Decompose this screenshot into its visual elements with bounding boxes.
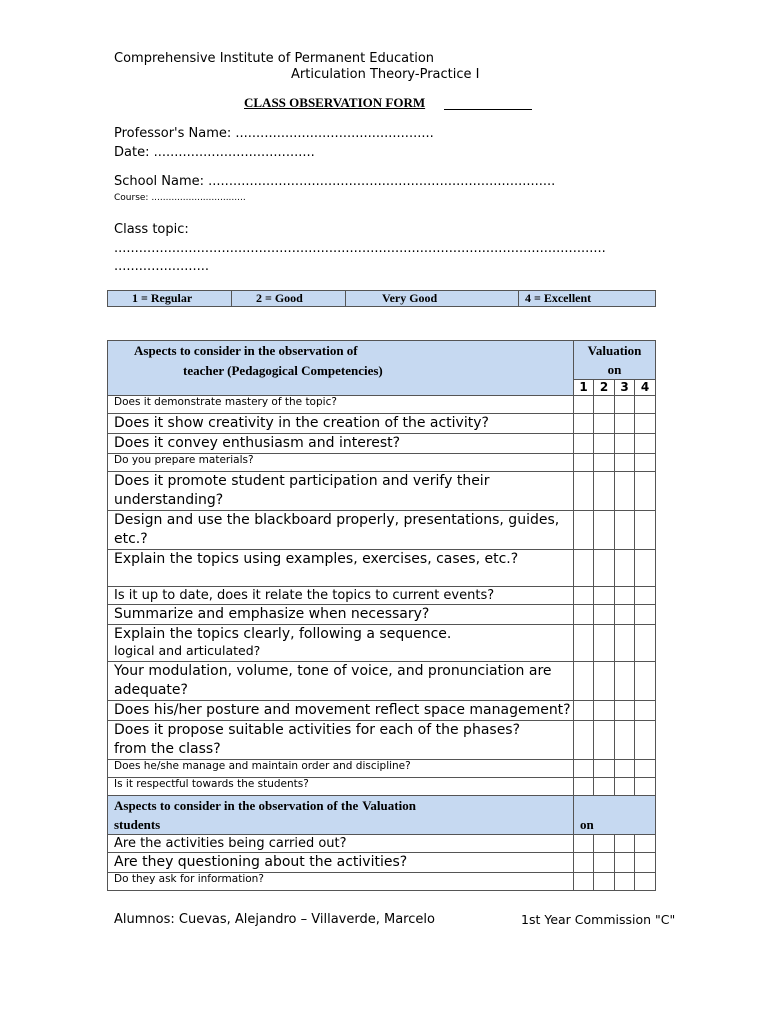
teacher-item-10-rating-4-cell[interactable]: [635, 625, 656, 662]
teacher-item-8-rating-1-cell[interactable]: [574, 587, 594, 605]
date-field[interactable]: Date: .......................................: [114, 145, 315, 160]
teacher-item-5-rating-3-cell[interactable]: [615, 472, 635, 511]
teacher-item-7-rating-1-cell[interactable]: [574, 550, 594, 587]
student-header-row: [108, 796, 656, 835]
student-item-3-rating-3-cell[interactable]: [615, 873, 635, 891]
teacher-item-12-rating-3-cell[interactable]: [615, 701, 635, 721]
teacher-item-15-rating-4-cell[interactable]: [635, 778, 656, 796]
valuation-line-2: on: [607, 362, 622, 377]
teacher-item-14-question: [108, 760, 574, 778]
teacher-item-9-rating-2-cell[interactable]: [594, 605, 615, 625]
student-header-text: Aspects to consider in the observation of the: [114, 798, 359, 813]
teacher-item-2-question: [108, 414, 574, 434]
professor-name-field[interactable]: Professor's Name: ................................................: [114, 126, 434, 141]
teacher-item-3-question: [108, 434, 574, 454]
teacher-item-13-row: [108, 721, 656, 760]
student-item-2-question-text: Are they questioning about the activities?: [114, 854, 408, 870]
student-valuation-text: Valuation: [362, 798, 416, 813]
student-item-3-rating-1-cell[interactable]: [574, 873, 594, 891]
teacher-item-14-rating-3-cell[interactable]: [615, 760, 635, 778]
teacher-item-3-rating-2-cell[interactable]: [594, 434, 615, 454]
teacher-item-7-row: [108, 550, 656, 587]
school-name-field[interactable]: School Name: ....................................................................................: [114, 174, 556, 189]
teacher-item-4-question-text: Do you prepare materials?: [114, 454, 254, 466]
rating-number-3: 3: [615, 380, 635, 396]
teacher-item-1-rating-1-cell[interactable]: [574, 396, 594, 414]
teacher-item-12-question-text: Does his/her posture and movement reflect space management?: [114, 702, 571, 718]
teacher-item-6-row: [108, 511, 656, 550]
teacher-item-6-rating-3-cell[interactable]: [615, 511, 635, 550]
teacher-item-3-question-text: Does it convey enthusiasm and interest?: [114, 435, 401, 451]
teacher-item-2-rating-2-cell[interactable]: [594, 414, 615, 434]
institute-name: Comprehensive Institute of Permanent Education: [114, 51, 435, 66]
student-aspects-header: [108, 796, 574, 835]
rating-number-4: 4: [635, 380, 656, 396]
student-item-1-question-text: Are the activities being carried out?: [114, 836, 347, 851]
teacher-item-10-question-line-1: Explain the topics clearly, following a sequence.: [114, 626, 452, 642]
teacher-item-4-row: [108, 454, 656, 472]
teacher-item-14-row: [108, 760, 656, 778]
teacher-item-8-row: [108, 587, 656, 605]
teacher-item-11-rating-4-cell[interactable]: [635, 662, 656, 701]
teacher-item-10-question-line-2: logical and articulated?: [114, 643, 261, 658]
student-item-2-rating-4-cell[interactable]: [635, 853, 656, 873]
student-item-1-rating-4-cell[interactable]: [635, 835, 656, 853]
teacher-item-12-question: [108, 701, 574, 721]
teacher-item-4-rating-3-cell[interactable]: [615, 454, 635, 472]
teacher-item-14-rating-4-cell[interactable]: [635, 760, 656, 778]
title-underline: [444, 109, 532, 110]
teacher-item-9-rating-1-cell[interactable]: [574, 605, 594, 625]
student-item-3-question: [108, 873, 574, 891]
teacher-item-9-question-text: Summarize and emphasize when necessary?: [114, 606, 430, 622]
teacher-item-7-rating-3-cell[interactable]: [615, 550, 635, 587]
teacher-item-15-row: [108, 778, 656, 796]
teacher-item-2-rating-3-cell[interactable]: [615, 414, 635, 434]
teacher-item-3-rating-3-cell[interactable]: [615, 434, 635, 454]
teacher-item-9-row: [108, 605, 656, 625]
rating-scale-table: [107, 290, 656, 307]
teacher-item-5-question: [108, 472, 574, 511]
teacher-item-10-rating-1-cell[interactable]: [574, 625, 594, 662]
teacher-item-1-row: [108, 396, 656, 414]
teacher-item-11-question: [108, 662, 574, 701]
teacher-item-2-row: [108, 414, 656, 434]
teacher-item-11-row: [108, 662, 656, 701]
rating-number-2: 2: [594, 380, 615, 396]
teacher-item-6-question-text: Design and use the blackboard properly, presentations, guides, etc.?: [114, 512, 560, 547]
teacher-item-4-question: [108, 454, 574, 472]
teacher-item-5-question-text: Does it promote student participation and verify their understanding?: [114, 473, 490, 508]
student-item-1-row: [108, 835, 656, 853]
teacher-item-8-rating-3-cell[interactable]: [615, 587, 635, 605]
teacher-item-7-rating-2-cell[interactable]: [594, 550, 615, 587]
teacher-item-1-rating-2-cell[interactable]: [594, 396, 615, 414]
teacher-item-8-question-text: Is it up to date, does it relate the topics to current events?: [114, 588, 495, 603]
student-item-2-question: [108, 853, 574, 873]
teacher-item-2-question-text: Does it show creativity in the creation of the activity?: [114, 415, 489, 431]
teacher-item-7-rating-4-cell[interactable]: [635, 550, 656, 587]
student-item-2-rating-3-cell[interactable]: [615, 853, 635, 873]
teacher-item-15-question-text: Is it respectful towards the students?: [114, 778, 309, 790]
teacher-item-14-question-text: Does he/she manage and maintain order and discipline?: [114, 760, 411, 772]
teacher-item-1-question-text: Does it demonstrate mastery of the topic?: [114, 396, 337, 408]
teacher-item-15-question: [108, 778, 574, 796]
scale-regular: 1 = Regular: [108, 291, 232, 307]
student-header-line-1: [114, 796, 573, 815]
student-valuation-on: on: [580, 817, 594, 832]
students-names: Alumnos: Cuevas, Alejandro – Villaverde, Marcelo: [114, 912, 435, 927]
rating-scale-row: [108, 291, 656, 307]
teacher-item-13-question-line-1: Does it propose suitable activities for each of the phases?: [114, 722, 521, 738]
valuation-header: [574, 341, 656, 380]
scale-very-good: Very Good: [346, 291, 519, 307]
teacher-item-4-rating-4-cell[interactable]: [635, 454, 656, 472]
teacher-item-13-question-line-2: from the class?: [114, 741, 221, 757]
teacher-item-13-rating-2-cell[interactable]: [594, 721, 615, 760]
teacher-item-10-rating-3-cell[interactable]: [615, 625, 635, 662]
student-item-1-question: [108, 835, 574, 853]
student-item-3-question-text: Do they ask for information?: [114, 873, 264, 885]
teacher-item-2-rating-4-cell[interactable]: [635, 414, 656, 434]
teacher-item-5-row: [108, 472, 656, 511]
teacher-item-7-question: [108, 550, 574, 587]
teacher-item-8-rating-4-cell[interactable]: [635, 587, 656, 605]
teacher-item-9-rating-4-cell[interactable]: [635, 605, 656, 625]
student-valuation-header: [574, 796, 656, 835]
teacher-item-15-rating-1-cell[interactable]: [574, 778, 594, 796]
teacher-item-13-question: [108, 721, 574, 760]
teacher-item-11-rating-1-cell[interactable]: [574, 662, 594, 701]
student-item-2-rating-1-cell[interactable]: [574, 853, 594, 873]
teacher-item-14-rating-1-cell[interactable]: [574, 760, 594, 778]
teacher-item-6-rating-2-cell[interactable]: [594, 511, 615, 550]
scale-good: 2 = Good: [232, 291, 346, 307]
rating-number-1: 1: [574, 380, 594, 396]
teacher-item-12-rating-4-cell[interactable]: [635, 701, 656, 721]
student-item-3-rating-4-cell[interactable]: [635, 873, 656, 891]
teacher-item-1-question: [108, 396, 574, 414]
student-header-line-2: students: [114, 817, 161, 832]
teacher-item-12-rating-2-cell[interactable]: [594, 701, 615, 721]
teacher-item-6-rating-4-cell[interactable]: [635, 511, 656, 550]
teacher-item-8-question: [108, 587, 574, 605]
teacher-item-1-rating-3-cell[interactable]: [615, 396, 635, 414]
course-field[interactable]: Course: .................................: [114, 193, 246, 203]
teacher-item-14-rating-2-cell[interactable]: [594, 760, 615, 778]
teacher-header-row: [108, 341, 656, 380]
teacher-item-15-rating-2-cell[interactable]: [594, 778, 615, 796]
student-item-2-rating-2-cell[interactable]: [594, 853, 615, 873]
student-item-3-row: [108, 873, 656, 891]
teacher-item-6-question: [108, 511, 574, 550]
teacher-item-1-rating-4-cell[interactable]: [635, 396, 656, 414]
teacher-item-13-rating-4-cell[interactable]: [635, 721, 656, 760]
student-item-2-row: [108, 853, 656, 873]
class-topic-line-1[interactable]: .......................................................................................................................: [114, 241, 606, 256]
form-title: CLASS OBSERVATION FORM: [244, 95, 426, 110]
teacher-item-2-rating-1-cell[interactable]: [574, 414, 594, 434]
teacher-item-11-rating-3-cell[interactable]: [615, 662, 635, 701]
teacher-item-7-question-text: Explain the topics using examples, exercises, cases, etc.?: [114, 551, 519, 567]
teacher-item-6-rating-1-cell[interactable]: [574, 511, 594, 550]
observation-table: [107, 340, 656, 891]
teacher-header-line-2: teacher (Pedagogical Competencies): [183, 363, 383, 378]
teacher-item-5-rating-4-cell[interactable]: [635, 472, 656, 511]
teacher-item-9-rating-3-cell[interactable]: [615, 605, 635, 625]
teacher-item-5-rating-2-cell[interactable]: [594, 472, 615, 511]
teacher-item-10-row: [108, 625, 656, 662]
teacher-item-13-rating-3-cell[interactable]: [615, 721, 635, 760]
valuation-line-1: Valuation: [587, 343, 642, 358]
class-topic-label: Class topic:: [114, 222, 189, 237]
teacher-item-3-rating-1-cell[interactable]: [574, 434, 594, 454]
commission-label: 1st Year Commission "C": [521, 912, 676, 927]
scale-excellent: 4 = Excellent: [519, 291, 656, 307]
teacher-item-12-rating-1-cell[interactable]: [574, 701, 594, 721]
teacher-item-12-row: [108, 701, 656, 721]
teacher-item-10-rating-2-cell[interactable]: [594, 625, 615, 662]
teacher-header-line-1: Aspects to consider in the observation of: [134, 343, 358, 358]
student-item-1-rating-2-cell[interactable]: [594, 835, 615, 853]
teacher-item-3-rating-4-cell[interactable]: [635, 434, 656, 454]
teacher-item-8-rating-2-cell[interactable]: [594, 587, 615, 605]
course-subtitle: Articulation Theory-Practice I: [291, 67, 480, 82]
teacher-item-10-question: [108, 625, 574, 662]
student-item-1-rating-3-cell[interactable]: [615, 835, 635, 853]
teacher-item-5-rating-1-cell[interactable]: [574, 472, 594, 511]
teacher-item-4-rating-2-cell[interactable]: [594, 454, 615, 472]
teacher-aspects-header: [108, 341, 574, 396]
teacher-item-9-question: [108, 605, 574, 625]
student-item-3-rating-2-cell[interactable]: [594, 873, 615, 891]
teacher-item-3-row: [108, 434, 656, 454]
teacher-item-11-rating-2-cell[interactable]: [594, 662, 615, 701]
teacher-item-13-rating-1-cell[interactable]: [574, 721, 594, 760]
teacher-item-4-rating-1-cell[interactable]: [574, 454, 594, 472]
teacher-item-15-rating-3-cell[interactable]: [615, 778, 635, 796]
teacher-item-11-question-text: Your modulation, volume, tone of voice, and pronunciation are adequate?: [114, 663, 552, 698]
student-item-1-rating-1-cell[interactable]: [574, 835, 594, 853]
class-topic-line-2[interactable]: .......................: [114, 259, 210, 274]
